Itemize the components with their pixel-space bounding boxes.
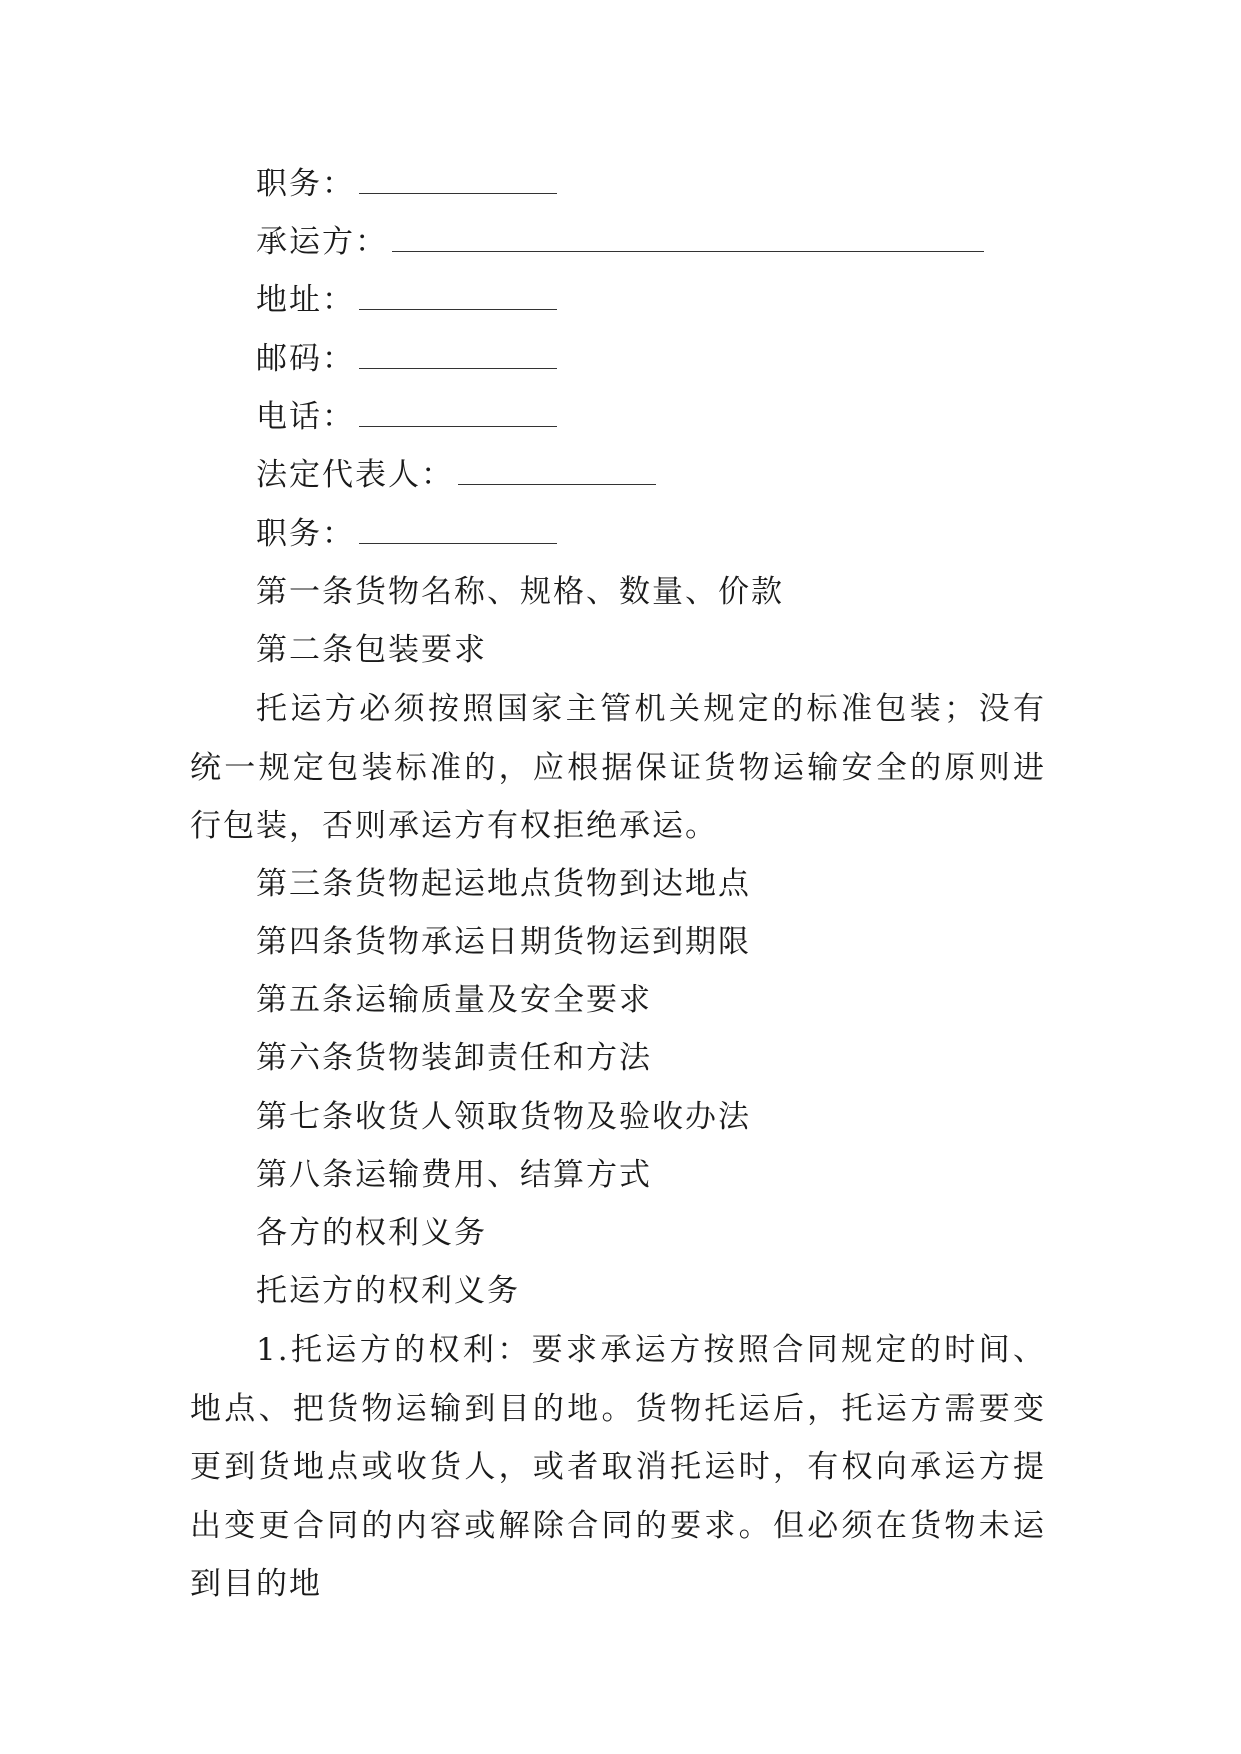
shipper-rights-paragraph: 1.托运方的权利：要求承运方按照合同规定的时间、地点、把货物运输到目的地。货物托运后，托运方需要变更到货地点或收货人，或者取消托运时，有权向承运方提出变更合同的内容或解除合同的要求。但必须在货物未运到目的地 xyxy=(190,1332,1046,1602)
article-5: 第五条运输质量及安全要求 xyxy=(256,982,652,1018)
field-label: 地址： xyxy=(256,282,355,318)
blank-line[interactable] xyxy=(359,521,557,544)
blank-line[interactable] xyxy=(359,346,557,369)
section-rights-obligations: 各方的权利义务 xyxy=(256,1215,487,1251)
field-label: 职务： xyxy=(256,166,355,202)
field-label: 职务： xyxy=(256,516,355,552)
blank-line[interactable] xyxy=(359,171,557,194)
article-2: 第二条包装要求 xyxy=(256,632,487,668)
blank-line[interactable] xyxy=(359,287,557,310)
field-position-2 xyxy=(256,514,557,554)
field-postcode xyxy=(256,339,557,379)
field-address xyxy=(256,280,557,320)
article-7: 第七条收货人领取货物及验收办法 xyxy=(256,1099,751,1135)
field-label: 承运方： xyxy=(256,224,388,260)
article-6: 第六条货物装卸责任和方法 xyxy=(256,1040,652,1076)
blank-line[interactable] xyxy=(458,462,656,485)
article-8: 第八条运输费用、结算方式 xyxy=(256,1157,652,1193)
article-4: 第四条货物承运日期货物运到期限 xyxy=(256,924,751,960)
field-legal-rep xyxy=(256,455,656,495)
field-phone xyxy=(256,397,557,437)
field-label: 电话： xyxy=(256,399,355,435)
field-label: 邮码： xyxy=(256,341,355,377)
field-label: 法定代表人： xyxy=(256,457,454,493)
field-position-1 xyxy=(256,164,557,204)
packaging-paragraph: 托运方必须按照国家主管机关规定的标准包装；没有统一规定包装标准的，应根据保证货物运输安全的原则进行包装，否则承运方有权拒绝承运。 xyxy=(190,691,1046,844)
section-shipper-rights: 托运方的权利义务 xyxy=(256,1273,520,1309)
article-3: 第三条货物起运地点货物到达地点 xyxy=(256,866,751,902)
blank-line[interactable] xyxy=(359,404,557,427)
blank-line[interactable] xyxy=(392,229,984,252)
article-1: 第一条货物名称、规格、数量、价款 xyxy=(256,574,784,610)
field-carrier xyxy=(256,222,984,262)
